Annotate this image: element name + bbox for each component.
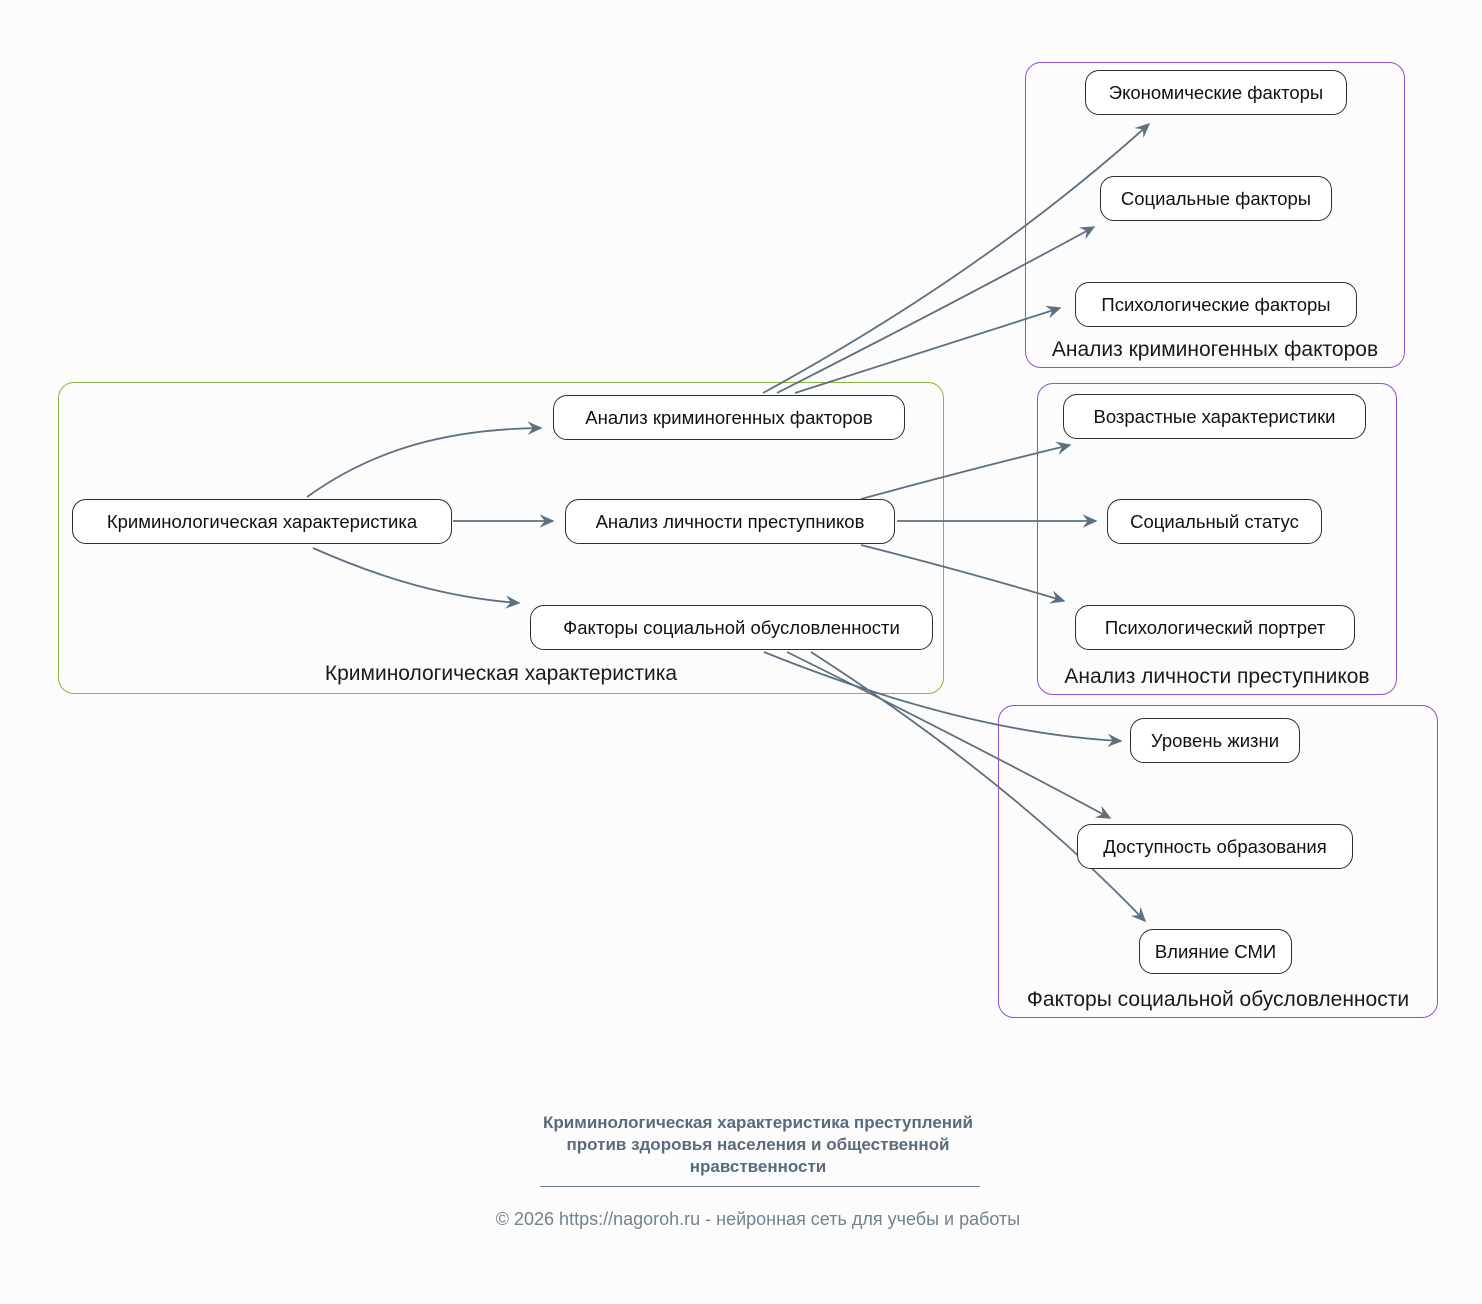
edge-crim-factors-to-psychological [795,308,1060,393]
group-main-label: Криминологическая характеристика [324,662,678,685]
node-root: Криминологическая характеристика [72,499,452,544]
node-social-status: Социальный статус [1107,499,1322,544]
node-social-conditioning: Факторы социальной обусловленности [530,605,933,650]
node-education-access: Доступность образования [1077,824,1353,869]
node-social-factors: Социальные факторы [1100,176,1332,221]
group-criminogenic-factors-label: Анализ криминогенных факторов [1051,338,1379,361]
node-living-standard: Уровень жизни [1130,718,1300,763]
footer-copyright: © 2026 https://nagoroh.ru - нейронная сеть для учебы и работы [495,1209,1021,1229]
footer-divider [540,1186,980,1187]
footer-title: Криминологическая характеристика преступлений против здоровья населения и общественной нравственности [543,1113,973,1176]
node-psychological-factors: Психологические факторы [1075,282,1357,327]
group-social-conditioning-label: Факторы социальной обусловленности [1026,988,1410,1011]
group-personality-analysis-label: Анализ личности преступников [1064,665,1370,688]
node-psychological-portrait: Психологический портрет [1075,605,1355,650]
node-crim-factors: Анализ криминогенных факторов [553,395,905,440]
node-personality-analysis: Анализ личности преступников [565,499,895,544]
node-age-characteristics: Возрастные характеристики [1063,394,1366,439]
node-economic-factors: Экономические факторы [1085,70,1347,115]
node-media-influence: Влияние СМИ [1139,929,1292,974]
